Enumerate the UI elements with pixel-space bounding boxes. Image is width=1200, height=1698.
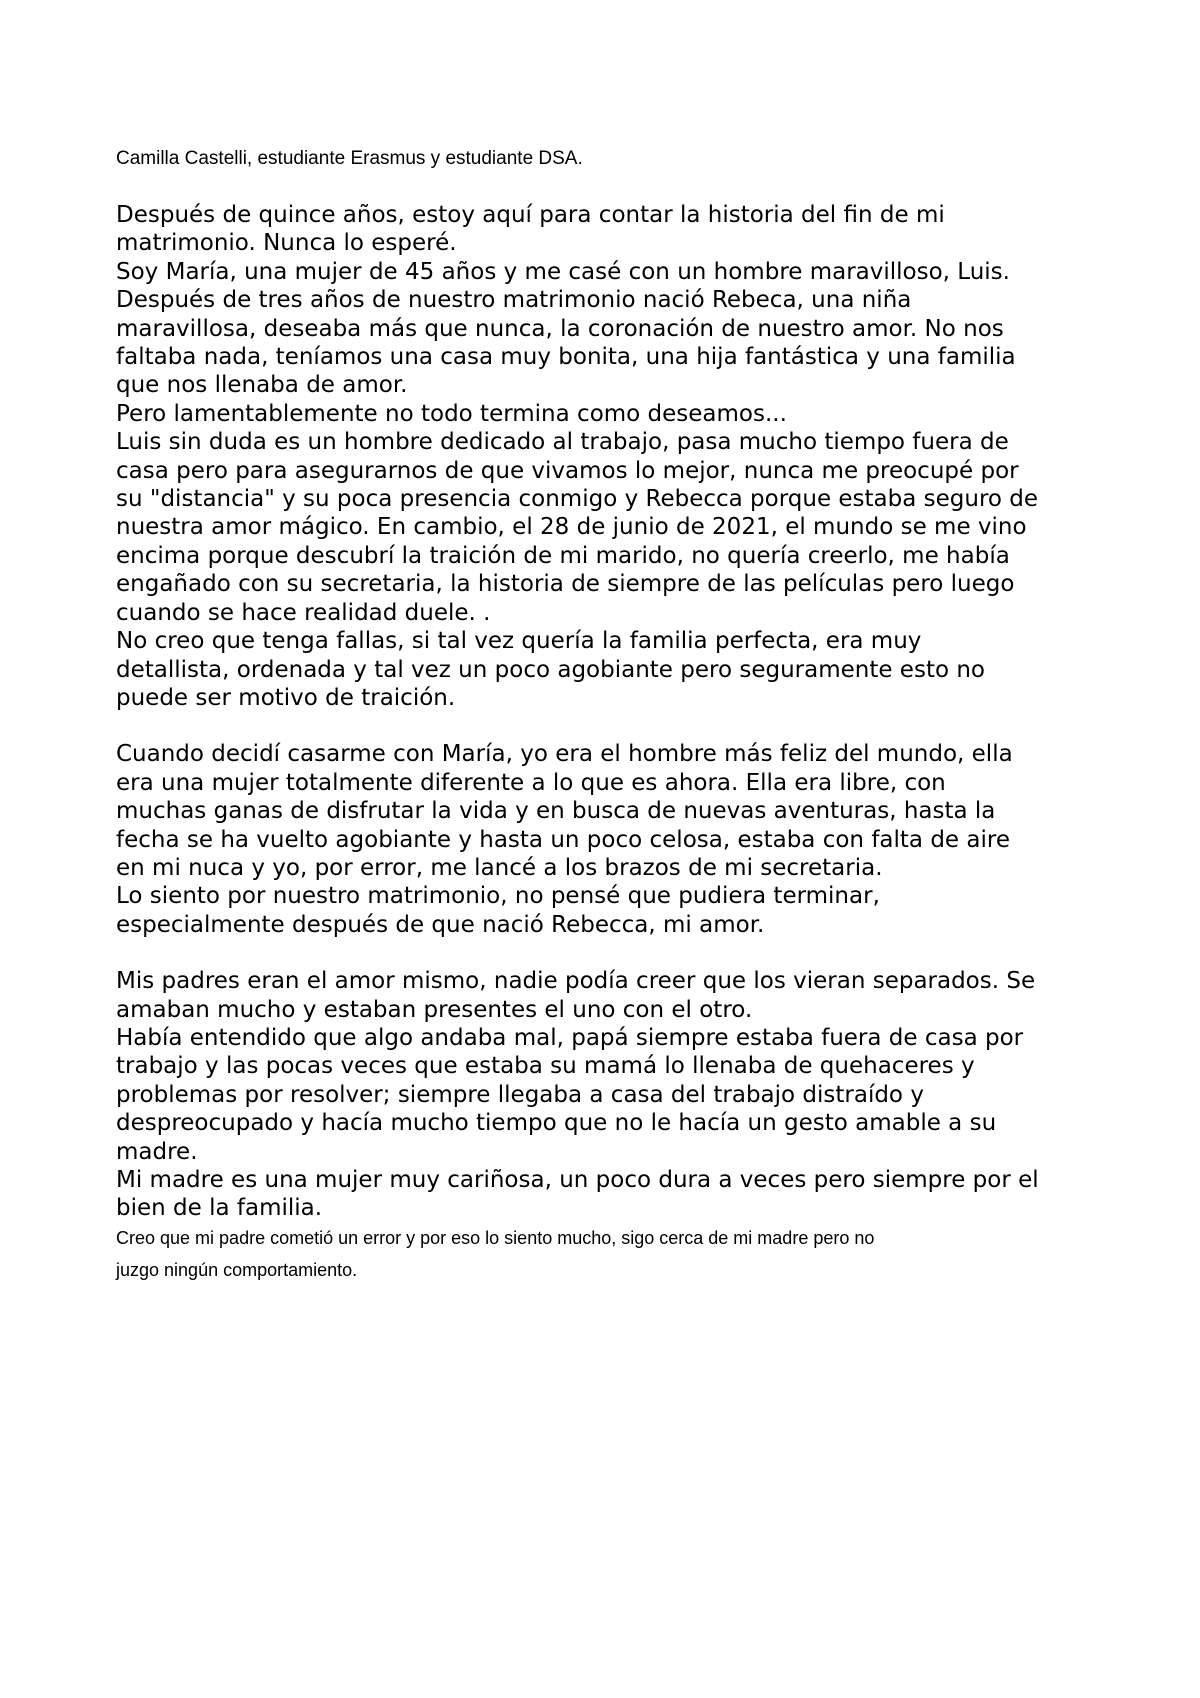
luis-section	[116, 740, 1116, 939]
maria-paragraph-3: Pero lamentablemente no todo termina como deseamos...	[116, 400, 787, 427]
luis-paragraph-2: Lo siento por nuestro matrimonio, no pensé que pudiera terminar, especialmente después de que nació Rebecca, mi amor.	[116, 883, 880, 938]
maria-paragraph-4: Luis sin duda es un hombre dedicado al trabajo, pasa mucho tiempo fuera de casa pero para asegurarnos de que vivamos lo mejor, nunca me preocupé por su "distancia" y su poca presencia conmigo y Rebecca porque estaba seguro de nuestra amor mágico. En cambio, el 28 de junio de 2021, el mundo se me vino encima porque descubrí la traición de mi marido, no quería creerlo, me había engañado con su secretaria, la historia de siempre de las películas pero luego cuando se hace realidad duele. .	[116, 429, 1039, 626]
luis-paragraph-1: Cuando decidí casarme con María, yo era el hombre más feliz del mundo, ella era una mujer totalmente diferente a lo que es ahora. Ella era libre, con muchas ganas de disfrutar la vida y en busca de nuevas aventuras, hasta la fecha se ha vuelto agobiante y hasta un poco celosa, estaba con falta de aire en mi nuca y yo, por error, me lancé a los brazos de mi secretaria.	[116, 741, 1013, 881]
maria-paragraph-5: No creo que tenga fallas, si tal vez quería la familia perfecta, era muy detallista, ordenada y tal vez un poco agobiante pero seguramente esto no puede ser motivo de traición.	[116, 628, 985, 711]
closing-paragraph: Creo que mi padre cometió un error y por eso lo siento mucho, sigo cerca de mi madre pero no juzgo ningún comportamiento.	[116, 1228, 875, 1280]
rebeca-paragraph-2: Había entendido que algo andaba mal, papá siempre estaba fuera de casa por trabajo y las pocas veces que estaba su mamá lo llenaba de quehaceres y problemas por resolver; siempre llegaba a casa del trabajo distraído y despreocupado y hacía mucho tiempo que no le hacía un gesto amable a su madre.	[116, 1024, 1024, 1165]
rebeca-paragraph-1: Mis padres eran el amor mismo, nadie podía creer que los vieran separados. Se amaban mucho y estaban presentes el uno con el otro.	[116, 968, 1036, 1023]
maria-paragraph-2: Soy María, una mujer de 45 años y me casé con un hombre maravilloso, Luis. Después de tres años de nuestro matrimonio nació Rebeca, una niña maravillosa, deseaba más que nunca, la coronación de nuestro amor. No nos faltaba nada, teníamos una casa muy bonita, una hija fantástica y una familia que nos llenaba de amor.	[116, 258, 1016, 399]
rebeca-paragraph-3: Mi madre es una mujer muy cariñosa, un poco dura a veces pero siempre por el bien de la familia.	[116, 1167, 1039, 1222]
author-line: Camilla Castelli, estudiante Erasmus y estudiante DSA.	[116, 148, 583, 169]
story-body	[116, 201, 1116, 1223]
maria-section	[116, 201, 1116, 712]
rebeca-section	[116, 967, 1116, 1223]
maria-paragraph-1: Después de quince años, estoy aquí para contar la historia del fin de mi matrimonio. Nunca lo esperé.	[116, 202, 945, 257]
